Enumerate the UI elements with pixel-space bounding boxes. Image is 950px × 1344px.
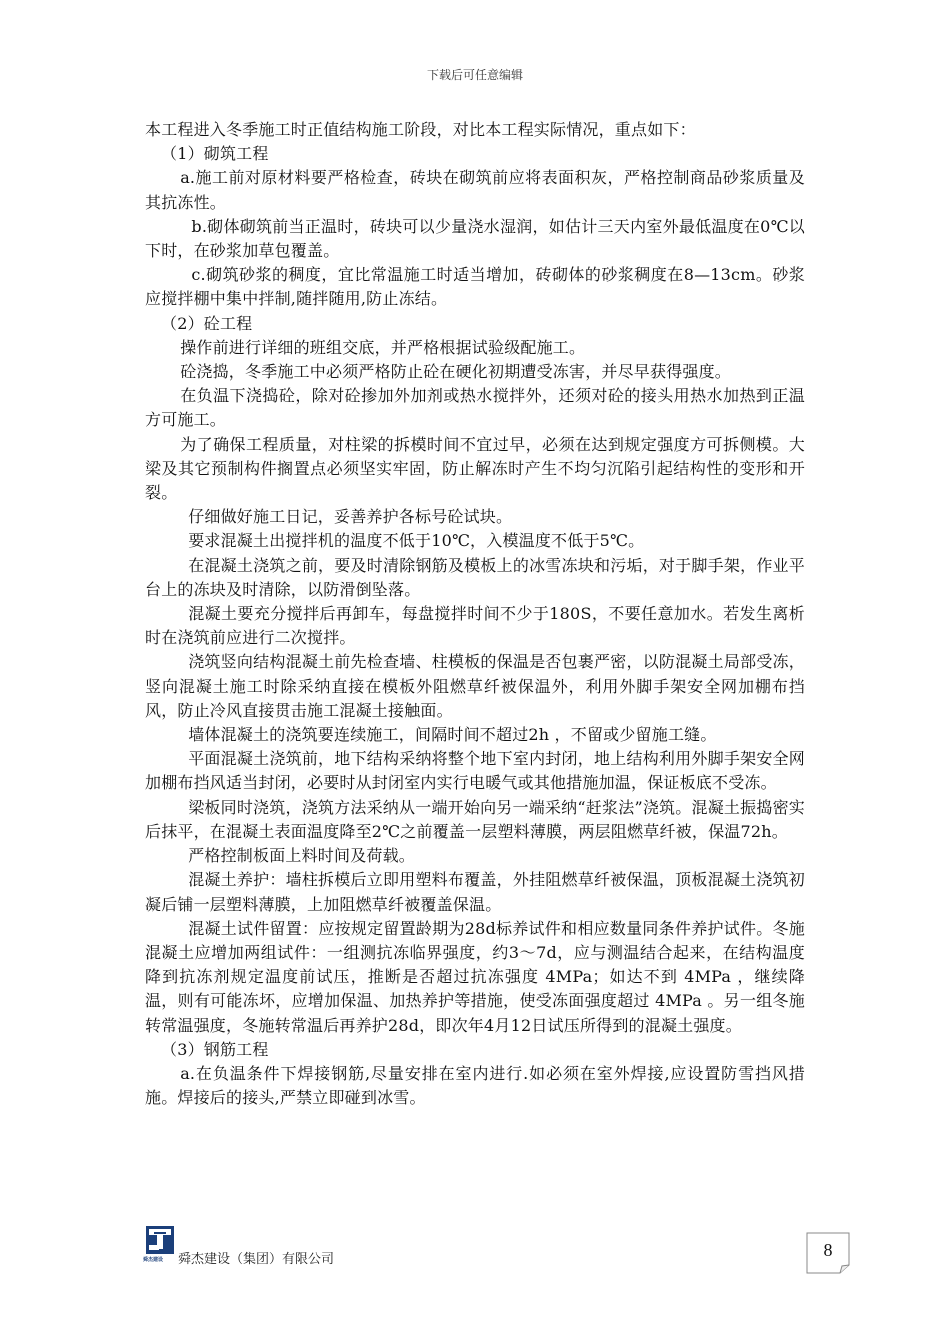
paragraph: 梁板同时浇筑，浇筑方法采纳从一端开始向另一端采纳“赶浆法”浇筑。混凝土振捣密实后抹平，在混凝土表面温度降至2℃之前覆盖一层塑料薄膜，两层阻燃草纤被，保温72h。 xyxy=(145,797,805,841)
paragraph: b.砌体砌筑前当正温时，砖块可以少量浇水湿润，如估计三天内室外最低温度在0℃以下时，在砂浆加草包覆盖。 xyxy=(145,216,805,261)
paragraph: 操作前进行详细的班组交底，并严格根据试验级配施工。 xyxy=(180,337,586,357)
paragraph: a.在负温条件下焊接钢筋,尽量安排在室内进行.如必须在室外焊接,应设置防雪挡风措施。焊接后的接头,严禁立即碰到冰雪。 xyxy=(145,1063,805,1108)
page-header: 下载后可任意编辑 xyxy=(426,68,523,82)
company-logo-icon xyxy=(146,1226,174,1254)
logo-text: 舜杰建设 xyxy=(143,1257,164,1263)
paragraph: 在负温下浇捣砼，除对砼掺加外加剂或热水搅拌外，还须对砼的接头用热水加热到正温方可施工。 xyxy=(145,386,805,430)
paragraph: 砼浇捣，冬季施工中必须严格防止砼在硬化初期遭受冻害，并尽早获得强度。 xyxy=(180,362,731,382)
paragraph: 混凝土试件留置：应按规定留置龄期为28d标养试件和相应数量同条件养护试件。冬施混凝土应增加两组试件：一组测抗冻临界强度，约3～7d，应与测温结合起来，在结构温度降到抗冻剂规定温度前试压，推断是否超过抗冻强度 4MPa；如达不到 4MPa ，继续降温，则有可能冻坏，应增加保温、加热养护等措施，使受冻面强度超过 4MPa 。另一组冬施转常温强度，冬施转常温后再养护28d，即次年4月12日试压所得到的混凝土强度。 xyxy=(145,918,805,1035)
paragraph: 墙体混凝土的浇筑要连续施工，间隔时间不超过2h ，不留或少留施工缝。 xyxy=(188,725,717,745)
footer-company-name: 舜杰建设（集团）有限公司 xyxy=(178,1252,335,1267)
paragraph: （2）砼工程 xyxy=(161,313,253,333)
paragraph: 混凝土养护：墙柱拆模后立即用塑料布覆盖，外挂阻燃草纤被保温，顶板混凝土浇筑初凝后铺一层塑料薄膜，上加阻燃草纤被覆盖保温。 xyxy=(145,870,805,914)
paragraph: 混凝土要充分搅拌后再卸车，每盘搅拌时间不少于180S，不要任意加水。若发生离析时在浇筑前应进行二次搅拌。 xyxy=(145,604,805,648)
paragraph: 要求混凝土出搅拌机的温度不低于10℃，入模温度不低于5℃。 xyxy=(188,531,645,551)
paragraph: 平面混凝土浇筑前，地下结构采纳将整个地下室内封闭，地上结构利用外脚手架安全网加棚布挡风适当封闭，必要时从封闭室内实行电暖气或其他措施加温，保证板底不受冻。 xyxy=(145,749,805,793)
paragraph: 浇筑竖向结构混凝土前先检查墙、柱模板的保温是否包裹严密，以防混凝土局部受冻，竖向混凝土施工时除采纳直接在模板外阻燃草纤被保温外，利用外脚手架安全网加棚布挡风，防止冷风直接贯击施工混凝土接触面。 xyxy=(145,652,805,720)
paragraph: 严格控制板面上料时间及荷载。 xyxy=(188,846,415,866)
paragraph: 为了确保工程质量，对柱梁的拆模时间不宜过早，必须在达到规定强度方可拆侧模。大梁及其它预制构件搁置点必须坚实牢固，防止解冻时产生不均匀沉陷引起结构性的变形和开裂。 xyxy=(145,434,805,503)
paragraph: （3）钢筋工程 xyxy=(161,1039,269,1059)
paragraph: c.砌筑砂浆的稠度，宜比常温施工时适当增加，砖砌体的砂浆稠度在8—13cm。砂浆应搅拌棚中集中拌制,随拌随用,防止冻结。 xyxy=(145,265,805,309)
paragraph: a.施工前对原材料要严格检查，砖块在砌筑前应将表面积灰，严格控制商品砂浆质量及其抗冻性。 xyxy=(145,168,805,212)
paragraph: （1）砌筑工程 xyxy=(161,144,269,164)
document-body xyxy=(145,118,805,1110)
paragraph: 在混凝土浇筑之前，要及时清除钢筋及模板上的冰雪冻块和污垢，对于脚手架，作业平台上的冻块及时清除，以防滑倒坠落。 xyxy=(145,555,805,599)
paragraph: 仔细做好施工日记，妥善养护各标号砼试块。 xyxy=(188,507,513,527)
paragraph: 本工程进入冬季施工时正值结构施工阶段，对比本工程实际情况，重点如下： xyxy=(145,120,696,139)
page-number: 8 xyxy=(823,1240,833,1260)
